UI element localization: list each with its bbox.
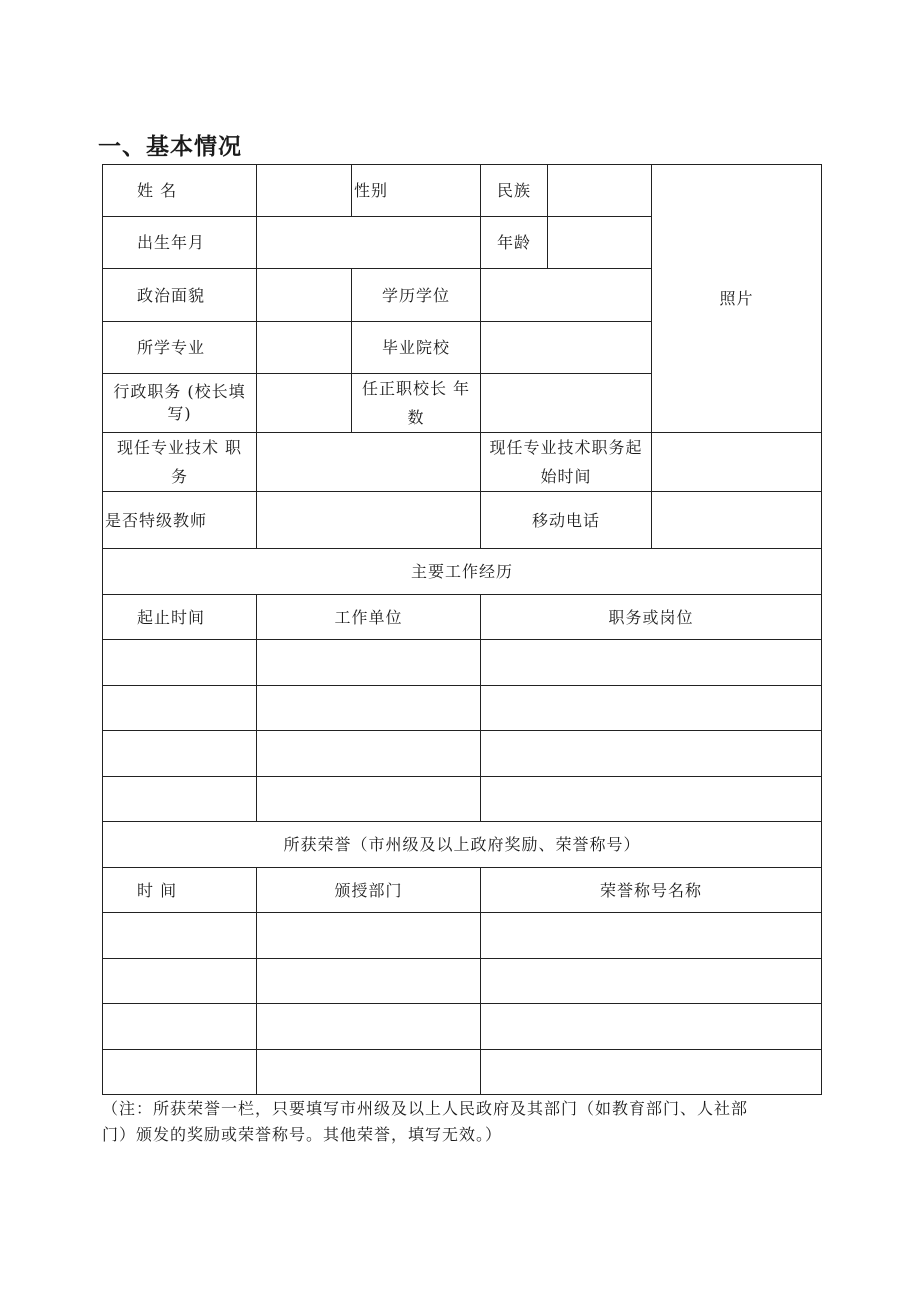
work-row-position[interactable] [481,686,822,731]
admin-post-label: 行政职务 (校长填写) [103,374,257,433]
honors-row-title[interactable] [481,1050,822,1095]
school-label: 毕业院校 [352,322,481,374]
gender-label: 性别 [352,165,481,217]
work-row-position[interactable] [481,640,822,686]
ethnicity-label: 民族 [481,165,548,217]
work-row-unit[interactable] [257,686,481,731]
title-label: 现任专业技术 职务 [103,433,257,492]
honors-row-issuer[interactable] [257,959,481,1004]
major-field[interactable] [257,322,352,374]
admin-post-field[interactable] [257,374,352,433]
mobile-field[interactable] [652,492,822,549]
work-row-period[interactable] [103,731,257,777]
honors-row-time[interactable] [103,1050,257,1095]
honors-row-issuer[interactable] [257,1004,481,1050]
honors-row-time[interactable] [103,959,257,1004]
special-teacher-label: 是否特级教师 [103,492,257,549]
title-start-label: 现任专业技术职务起始时间 [481,433,652,492]
honors-row-issuer[interactable] [257,1050,481,1095]
honors-header-issuer: 颁授部门 [257,868,481,913]
major-label: 所学专业 [103,322,257,374]
work-header-position: 职务或岗位 [481,595,822,640]
mobile-label: 移动电话 [481,492,652,549]
work-row-period[interactable] [103,686,257,731]
education-label: 学历学位 [352,269,481,322]
name-label: 姓 名 [103,165,257,217]
school-field[interactable] [481,322,652,374]
age-label: 年龄 [481,217,548,269]
work-row-period[interactable] [103,777,257,822]
name-field[interactable] [257,165,352,217]
birth-label: 出生年月 [103,217,257,269]
photo-box[interactable]: 照片 [652,165,822,433]
honors-row-title[interactable] [481,1004,822,1050]
birth-field[interactable] [257,217,481,269]
work-row-position[interactable] [481,731,822,777]
work-row-position[interactable] [481,777,822,822]
principal-years-field[interactable] [481,374,652,433]
title-field[interactable] [257,433,481,492]
work-section-title: 主要工作经历 [103,549,822,595]
honors-row-title[interactable] [481,913,822,959]
title-start-field[interactable] [652,433,822,492]
special-teacher-field[interactable] [257,492,481,549]
ethnicity-field[interactable] [548,165,652,217]
work-row-period[interactable] [103,640,257,686]
work-row-unit[interactable] [257,777,481,822]
work-row-unit[interactable] [257,640,481,686]
honors-row-issuer[interactable] [257,913,481,959]
honors-section-title: 所获荣誉（市州级及以上政府奖励、荣誉称号） [103,822,822,868]
honors-row-time[interactable] [103,913,257,959]
honors-header-title: 荣誉称号名称 [481,868,822,913]
basic-info-form [102,164,822,1095]
section-heading: 一、基本情况 [98,134,242,160]
work-header-unit: 工作单位 [257,595,481,640]
principal-years-label: 任正职校长 年数 [352,374,481,433]
political-field[interactable] [257,269,352,322]
political-label: 政治面貌 [103,269,257,322]
age-field[interactable] [548,217,652,269]
honors-header-time: 时 间 [103,868,257,913]
honors-row-title[interactable] [481,959,822,1004]
work-row-unit[interactable] [257,731,481,777]
honors-note: （注：所获荣誉一栏，只要填写市州级及以上人民政府及其部门（如教育部门、人社部门）颁发的奖励或荣誉称号。其他荣誉，填写无效。） [102,1099,749,1144]
work-header-period: 起止时间 [103,595,257,640]
education-field[interactable] [481,269,652,322]
honors-row-time[interactable] [103,1004,257,1050]
